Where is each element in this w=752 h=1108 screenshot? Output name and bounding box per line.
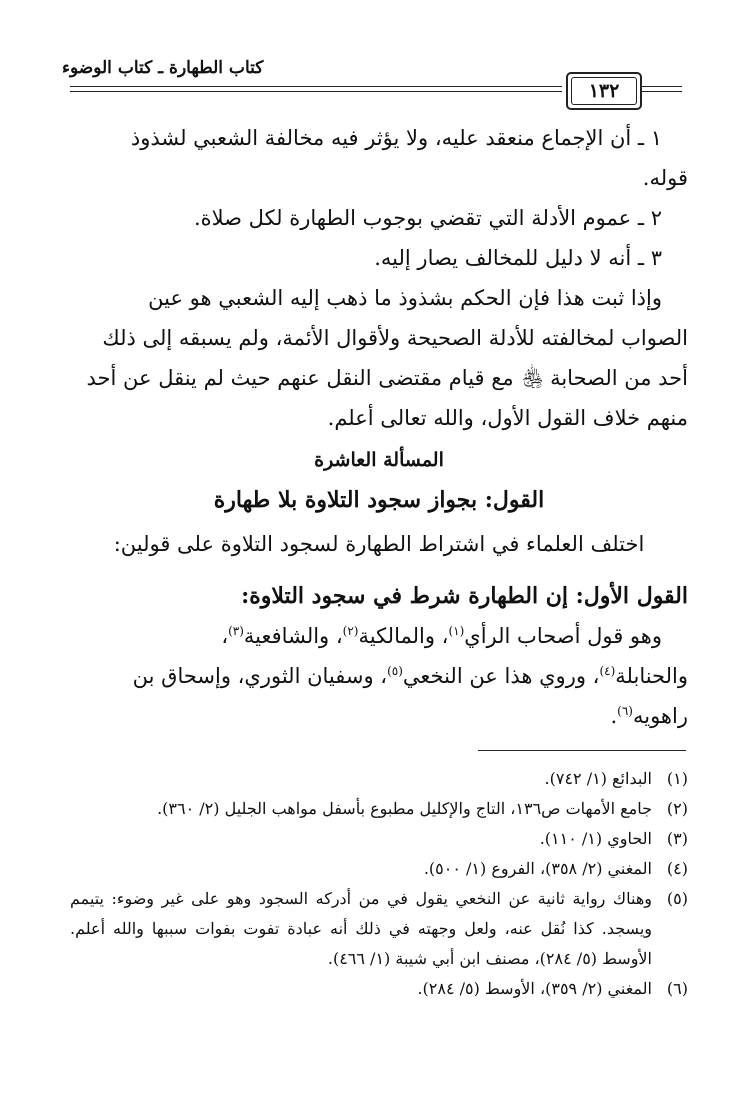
paragraph-line: وإذا ثبت هذا فإن الحكم بشذوذ ما ذهب إليه الشعبي هو عين <box>148 286 662 310</box>
footnote-item: (٥) وهناك رواية ثانية عن النخعي يقول في من أدركه السجود وهو على غير وضوء: يتيمم ويسجد. كذا نُقل عنه، ولعل وجهته في ذلك أنه عبادة تفوت بفوات سببها والله أعلم. الأوسط (٥/ ٢٨٤)، مصنف ابن أبي شيبة (١/ ٤٦٦). <box>70 889 688 968</box>
opinion-line-2: والحنابلة$^{(٤)}$، وروي هذا عن النخعي$^{(٥)}$، وسفيان الثوري، وإسحاق بن <box>132 664 688 688</box>
running-header-title: كتاب الطهارة ـ كتاب الوضوء <box>62 58 264 78</box>
header-rule <box>70 86 562 87</box>
list-item-1-cont: قوله. <box>642 166 688 190</box>
paragraph-line: الصواب لمخالفته للأدلة الصحيحة ولأقوال الأئمة، ولم يسبقه إلى ذلك <box>102 326 688 350</box>
main-text <box>70 118 688 438</box>
list-item-2: ٢ ـ عموم الأدلة التي تقضي بوجوب الطهارة لكل صلاة. <box>193 206 662 230</box>
footnote-item: (١) البدائع (١/ ٧٤٢). <box>544 769 688 788</box>
footnote-ref[interactable]: (١) <box>448 624 465 638</box>
qawl-heading <box>70 480 688 520</box>
header-rule-thin <box>70 91 562 92</box>
header-rule-right-thin <box>642 91 682 92</box>
footnote-item: (٤) المغني (٢/ ٣٥٨)، الفروع (١/ ٥٠٠). <box>423 859 688 878</box>
intro-line <box>70 524 688 564</box>
qawl-title: القول: بجواز سجود التلاوة بلا طهارة <box>213 487 545 513</box>
page-number: ١٣٢ <box>588 80 620 102</box>
first-opinion-block <box>70 576 688 736</box>
footnote-item: (٦) المغني (٢/ ٣٥٩)، الأوسط (٥/ ٢٨٤). <box>417 979 688 998</box>
footnote-ref[interactable]: (٥) <box>387 664 403 678</box>
footnotes <box>70 764 688 1004</box>
paragraph-line: أحد من الصحابة ﵃ مع قيام مقتضى النقل عنهم حيث لم ينقل عن أحد <box>86 366 688 390</box>
footnote-ref[interactable]: (٦) <box>617 704 633 718</box>
footnote-ref[interactable]: (٢) <box>342 624 359 638</box>
footnote-separator <box>478 750 686 751</box>
list-item-1: ١ ـ أن الإجماع منعقد عليه، ولا يؤثر فيه مخالفة الشعبي لشذوذ <box>130 126 662 150</box>
paragraph-line: منهم خلاف القول الأول، والله تعالى أعلم. <box>327 406 688 430</box>
opinion-line-3: راهويه$^{(٦)}$. <box>610 704 688 728</box>
footnote-item: (٢) جامع الأمهات ص١٣٦، التاج والإكليل مطبوع بأسفل مواهب الجليل (٢/ ٣٦٠). <box>157 799 688 818</box>
list-item-3: ٣ ـ أنه لا دليل للمخالف يصار إليه. <box>374 246 662 270</box>
first-opinion-heading: القول الأول: إن الطهارة شرط في سجود التلاوة: <box>241 583 688 609</box>
header-rule-right <box>642 86 682 87</box>
opinion-line-1: وهو قول أصحاب الرأي$^{(١)}$، والمالكية$^{(٢)}$، والشافعية$^{(٣)}$، <box>221 624 662 648</box>
footnote-ref[interactable]: (٤) <box>599 664 616 678</box>
page-number-box <box>566 72 642 110</box>
footnote-item: (٣) الحاوي (١/ ١١٠). <box>539 829 688 848</box>
section-heading <box>70 440 688 480</box>
footnote-ref[interactable]: (٣) <box>228 624 244 638</box>
section-title: المسألة العاشرة <box>314 449 444 471</box>
intro-text: اختلف العلماء في اشتراط الطهارة لسجود التلاوة على قولين: <box>113 532 645 556</box>
